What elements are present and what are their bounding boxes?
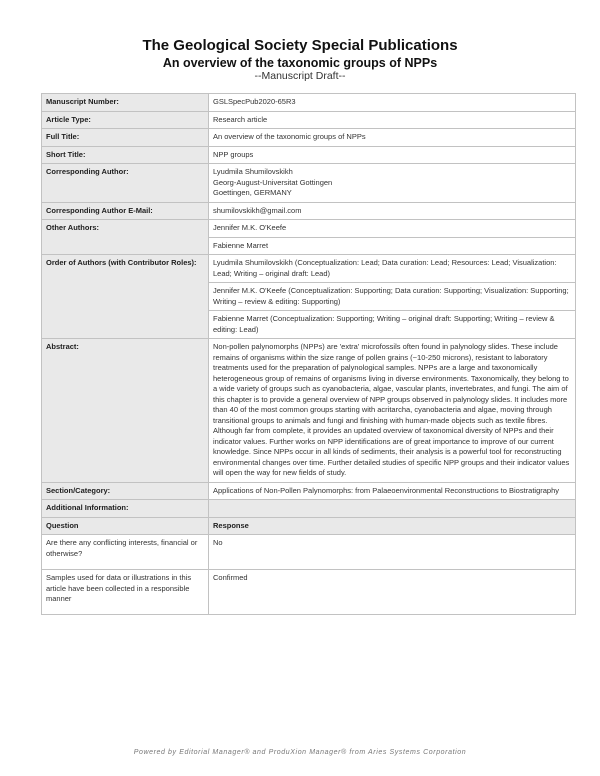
label-article-type: Article Type: <box>42 111 209 129</box>
question-header: Question <box>42 517 209 535</box>
question-text: Samples used for data or illustrations in this article have been collected in a responsible manner <box>42 570 209 615</box>
value-order-author-3: Fabienne Marret (Conceptualization: Supporting; Writing – original draft: Supporting; Writing – review & editing: Lead) <box>209 311 576 339</box>
row-short-title <box>42 146 576 164</box>
label-corresponding-email: Corresponding Author E-Mail: <box>42 202 209 220</box>
response-text: No <box>209 535 576 570</box>
row-article-type <box>42 111 576 129</box>
response-text: Confirmed <box>209 570 576 615</box>
document-header <box>0 38 600 82</box>
row-additional-information <box>42 500 576 518</box>
row-other-authors <box>42 220 576 238</box>
draft-label: --Manuscript Draft-- <box>254 70 346 82</box>
value-other-author-2: Fabienne Marret <box>209 237 576 255</box>
question-text: Are there any conflicting interests, financial or otherwise? <box>42 535 209 570</box>
manuscript-details-table <box>41 93 576 615</box>
qa-row <box>42 535 576 570</box>
author-institution: Georg-August-Universitat Gottingen <box>213 177 333 187</box>
label-short-title: Short Title: <box>42 146 209 164</box>
value-corresponding-email: shumilovskikh@gmail.com <box>209 202 576 220</box>
row-section-category <box>42 482 576 500</box>
row-full-title <box>42 129 576 147</box>
value-article-type: Research article <box>209 111 576 129</box>
label-corresponding-author: Corresponding Author: <box>42 164 209 203</box>
value-other-author-1: Jennifer M.K. O'Keefe <box>209 220 576 238</box>
label-other-authors: Other Authors: <box>42 220 209 255</box>
value-abstract: Non-pollen palynomorphs (NPPs) are 'extra' microfossils often found in palynology slides. These include remains of organisms within the size range of pollen grains (~10-250 microns), resistant to laboratory treatments used for the preparation of palynological samples. NPPs are a large and taxonomically heterogeneous group of remains of organisms living in diverse environments. Taxonomically, they belong to a wide variety of groups such as cyanobacteria, algae, vascular plants, invertebrates, and fungi. The aim of this chapter is to provide a general overview of NPP groups observed in palynology slides. It includes more than 40 of the most common groups starting with acritarcha, cyanobacteria and algae, moving through transitional groups to animals and fungi and finishing with human-made objects such as textile fibres. Although far from complete, it provides an updated overview of taxonomical diversity of NPPs and their indicator values. Further works on NPP identifications are of great importance to improve of our current knowledge. Since NPPs occur in all kinds of sediments, their analysis is a powerful tool for reconstructing environmental changes over time. Further detailed studies of specific NPP groups and their indicator values will open the way for new fields of study. <box>209 339 576 483</box>
value-order-author-1: Lyudmila Shumilovskikh (Conceptualization: Lead; Data curation: Lead; Resources: Lead; Visualization: Lead; Writing – original draft: Lead) <box>209 255 576 283</box>
value-full-title: An overview of the taxonomic groups of NPPs <box>209 129 576 147</box>
label-abstract: Abstract: <box>42 339 209 483</box>
value-short-title: NPP groups <box>209 146 576 164</box>
label-order-of-authors: Order of Authors (with Contributor Roles): <box>42 255 209 339</box>
author-location: Goettingen, GERMANY <box>213 188 292 197</box>
value-corresponding-author <box>209 164 576 203</box>
label-manuscript-number: Manuscript Number: <box>42 94 209 112</box>
row-abstract <box>42 339 576 483</box>
label-section-category: Section/Category: <box>42 482 209 500</box>
qa-row <box>42 570 576 615</box>
row-manuscript-number <box>42 94 576 112</box>
powered-by-footer: Powered by Editorial Manager® and ProduXion Manager® from Aries Systems Corporation <box>133 749 467 756</box>
value-order-author-2: Jennifer M.K. O'Keefe (Conceptualization: Supporting; Data curation: Supporting; Visualization: Supporting; Writing – review & editing: Supporting) <box>209 283 576 311</box>
row-corresponding-email <box>42 202 576 220</box>
value-section-category: Applications of Non-Pollen Palynomorphs: from Palaeoenvironmental Reconstructions to Biostratigraphy <box>209 482 576 500</box>
value-additional-information <box>209 500 576 518</box>
journal-title: The Geological Society Special Publications <box>142 37 458 54</box>
label-full-title: Full Title: <box>42 129 209 147</box>
row-corresponding-author <box>42 164 576 203</box>
manuscript-title: An overview of the taxonomic groups of NPPs <box>162 56 438 70</box>
value-manuscript-number: GSLSpecPub2020-65R3 <box>209 94 576 112</box>
row-order-of-authors <box>42 255 576 283</box>
response-header: Response <box>209 517 576 535</box>
label-additional-information: Additional Information: <box>42 500 209 518</box>
qa-header-row <box>42 517 576 535</box>
author-name: Lyudmila Shumilovskikh <box>213 167 293 176</box>
